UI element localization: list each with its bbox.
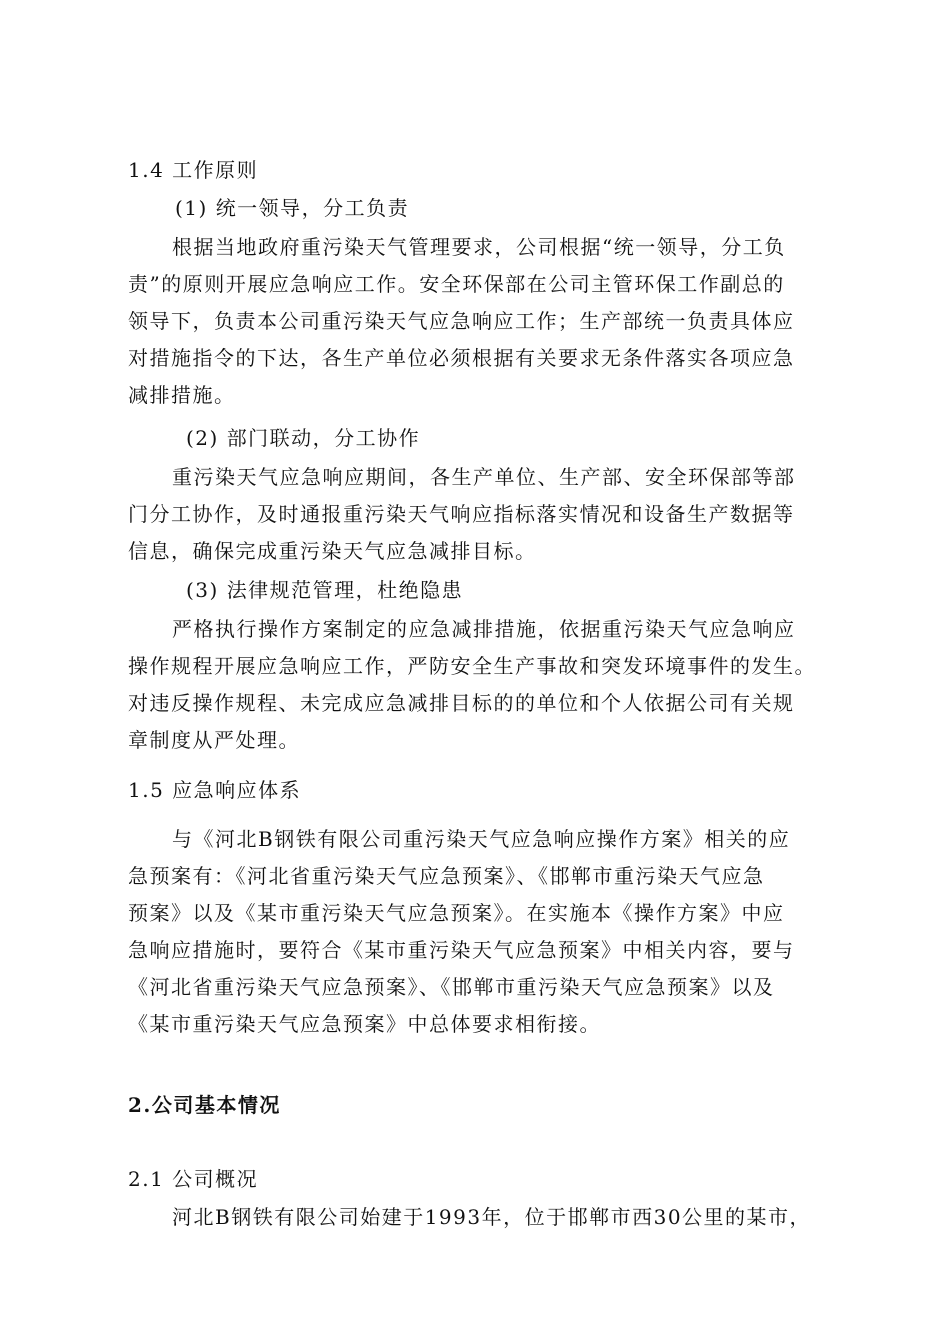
section-1-4-heading: 1.4 工作原则 xyxy=(128,158,259,182)
principle-2-title: (2) 部门联动，分工协作 xyxy=(186,426,421,450)
principle-3-line: 章制度从严处理。 xyxy=(128,728,300,752)
principle-3-line: 操作规程开展应急响应工作，严防安全生产事故和突发环境事件的发生。 xyxy=(128,654,816,678)
section-1-5-line: 与《河北B钢铁有限公司重污染天气应急响应操作方案》相关的应 xyxy=(172,827,791,851)
section-1-5-line: 急预案有：《河北省重污染天气应急预案》、《邯郸市重污染天气应急 xyxy=(128,864,765,888)
principle-3-line: 严格执行操作方案制定的应急减排措施，依据重污染天气应急响应 xyxy=(172,617,796,641)
principle-2-line: 信息，确保完成重污染天气应急减排目标。 xyxy=(128,539,537,563)
principle-1-line: 领导下，负责本公司重污染天气应急响应工作；生产部统一负责具体应 xyxy=(128,309,795,333)
principle-1-line: 根据当地政府重污染天气管理要求，公司根据“统一领导，分工负 xyxy=(172,235,786,259)
principle-1-line: 责”的原则开展应急响应工作。安全环保部在公司主管环保工作副总的 xyxy=(128,272,785,296)
principle-2-line: 门分工协作，及时通报重污染天气响应指标落实情况和设备生产数据等 xyxy=(128,502,795,526)
principle-3-title: (3) 法律规范管理，杜绝隐患 xyxy=(186,578,464,602)
section-1-5-line: 急响应措施时，要符合《某市重污染天气应急预案》中相关内容，要与 xyxy=(128,938,795,962)
section-1-5-line: 预案》以及《某市重污染天气应急预案》。在实施本《操作方案》中应 xyxy=(128,901,785,925)
section-2-1-heading: 2.1 公司概况 xyxy=(128,1167,259,1191)
principle-1-line: 减排措施。 xyxy=(128,383,236,407)
principle-1-line: 对措施指令的下达，各生产单位必须根据有关要求无条件落实各项应急 xyxy=(128,346,795,370)
section-2-heading: 2.公司基本情况 xyxy=(128,1093,281,1117)
section-1-5-line: 《河北省重污染天气应急预案》、《邯郸市重污染天气应急预案》以及 xyxy=(128,975,775,999)
principle-3-line: 对违反操作规程、未完成应急减排目标的的单位和个人依据公司有关规 xyxy=(128,691,795,715)
principle-2-line: 重污染天气应急响应期间，各生产单位、生产部、安全环保部等部 xyxy=(172,465,796,489)
section-1-5-heading: 1.5 应急响应体系 xyxy=(128,778,302,802)
section-1-5-line: 《某市重污染天气应急预案》中总体要求相衔接。 xyxy=(128,1012,601,1036)
section-2-1-line: 河北B钢铁有限公司始建于1993年，位于邯郸市西30公里的某市， xyxy=(172,1205,812,1229)
principle-1-title: (1) 统一领导，分工负责 xyxy=(175,196,410,220)
